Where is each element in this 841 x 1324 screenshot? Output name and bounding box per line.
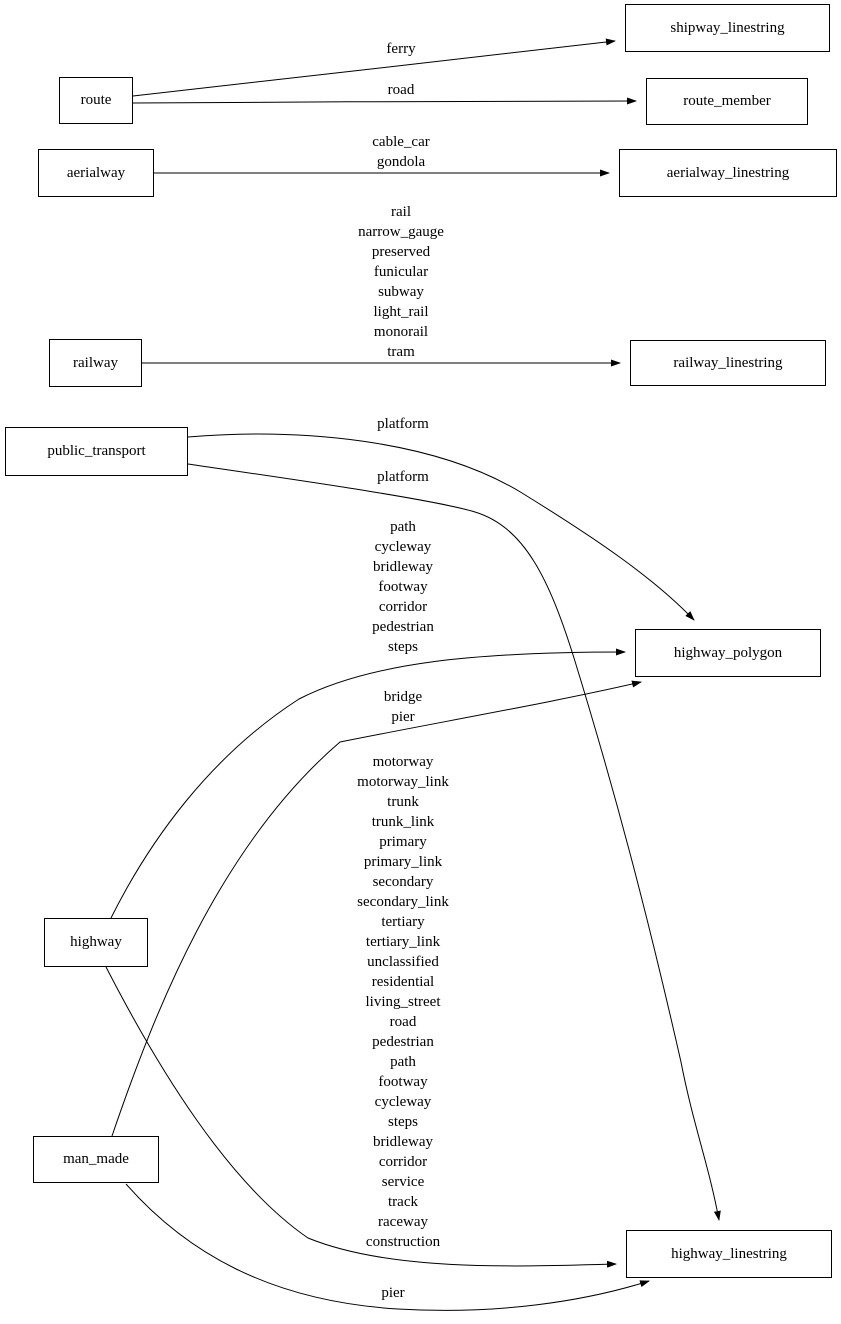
node-route-member: route_member bbox=[646, 78, 808, 125]
edge-label-highway-linestring-values bbox=[357, 752, 449, 1252]
node-aerialway: aerialway bbox=[38, 149, 154, 197]
edge-label-line: tram bbox=[387, 344, 415, 360]
edge-label-line: narrow_gauge bbox=[358, 224, 444, 240]
edge-label-line: platform bbox=[377, 469, 429, 485]
edge-label-line: path bbox=[390, 1054, 416, 1070]
edge-label-line: primary bbox=[379, 834, 427, 850]
edge-route-route-member bbox=[133, 101, 636, 103]
edge-label-line: primary_link bbox=[363, 854, 443, 870]
node-man-made: man_made bbox=[33, 1136, 159, 1183]
edge-label-line: track bbox=[388, 1194, 418, 1210]
edge-label-line: service bbox=[381, 1174, 425, 1190]
edge-label-line: road bbox=[389, 1014, 417, 1030]
edge-label-line: preserved bbox=[371, 244, 431, 260]
edge-label-railway-values bbox=[358, 202, 444, 362]
edge-label-platform-linestring bbox=[377, 467, 429, 487]
node-highway-linestring: highway_linestring bbox=[626, 1230, 832, 1278]
edge-public-transport-highway-linestring bbox=[188, 464, 719, 1220]
edge-label-line: bridge bbox=[383, 689, 423, 705]
edge-label-line: cable_car bbox=[372, 134, 430, 150]
edge-label-line: motorway_link bbox=[357, 774, 449, 790]
edge-label-platform-polygon bbox=[377, 414, 429, 434]
edge-label-line: subway bbox=[378, 284, 424, 300]
edge-label-line: pier bbox=[391, 709, 415, 725]
edge-label-line: light_rail bbox=[373, 304, 429, 320]
edge-label-road bbox=[388, 80, 415, 100]
edge-label-line: footway bbox=[378, 1074, 428, 1090]
edge-label-line: secondary bbox=[372, 874, 434, 890]
edge-label-line: bridleway bbox=[373, 559, 433, 575]
node-public-transport: public_transport bbox=[5, 427, 188, 476]
edge-label-line: road bbox=[387, 82, 415, 98]
node-highway: highway bbox=[44, 918, 148, 967]
edge-label-line: monorail bbox=[373, 324, 429, 340]
edge-label-bridge-pier bbox=[384, 687, 422, 727]
node-highway-polygon: highway_polygon bbox=[635, 629, 821, 677]
edge-label-line: residential bbox=[371, 974, 435, 990]
edge-label-line: path bbox=[390, 519, 416, 535]
node-railway: railway bbox=[49, 339, 142, 387]
edge-label-line: trunk_link bbox=[371, 814, 435, 830]
edge-label-line: steps bbox=[388, 1114, 418, 1130]
edge-label-line: pedestrian bbox=[372, 619, 434, 635]
edge-label-line: corridor bbox=[378, 599, 428, 615]
edge-label-line: ferry bbox=[386, 41, 416, 57]
node-aerialway-linestring: aerialway_linestring bbox=[619, 149, 837, 197]
edge-label-line: tertiary_link bbox=[365, 934, 441, 950]
edge-label-line: trunk bbox=[387, 794, 419, 810]
edge-label-line: tertiary bbox=[381, 914, 425, 930]
edge-label-pier bbox=[381, 1283, 404, 1303]
node-route: route bbox=[59, 77, 133, 124]
edge-label-line: platform bbox=[377, 416, 429, 432]
edge-label-ferry bbox=[386, 39, 415, 59]
edge-label-highway-polygon-values bbox=[372, 517, 434, 657]
node-shipway-linestring: shipway_linestring bbox=[625, 4, 830, 52]
edge-label-line: construction bbox=[365, 1234, 441, 1250]
edge-label-line: cycleway bbox=[374, 539, 432, 555]
edge-label-line: gondola bbox=[376, 154, 426, 170]
edge-public-transport-highway-polygon bbox=[188, 434, 694, 620]
node-railway-linestring: railway_linestring bbox=[630, 340, 826, 386]
edge-label-cable-car-gondola bbox=[372, 132, 429, 172]
edge-label-line: bridleway bbox=[373, 1134, 433, 1150]
edge-label-line: living_street bbox=[365, 994, 441, 1010]
edge-label-line: pier bbox=[381, 1285, 405, 1301]
edge-label-line: steps bbox=[387, 639, 418, 655]
edge-label-line: secondary_link bbox=[357, 894, 449, 910]
edge-route-shipway-linestring bbox=[133, 41, 615, 96]
edge-label-line: funicular bbox=[373, 264, 429, 280]
edge-label-line: corridor bbox=[378, 1154, 428, 1170]
edge-label-line: unclassified bbox=[367, 954, 439, 970]
edge-label-line: raceway bbox=[378, 1214, 428, 1230]
edge-label-line: rail bbox=[390, 204, 411, 220]
edge-label-line: motorway bbox=[372, 754, 434, 770]
edge-label-line: footway bbox=[378, 579, 428, 595]
edge-label-line: cycleway bbox=[374, 1094, 432, 1110]
edge-label-line: pedestrian bbox=[372, 1034, 434, 1050]
